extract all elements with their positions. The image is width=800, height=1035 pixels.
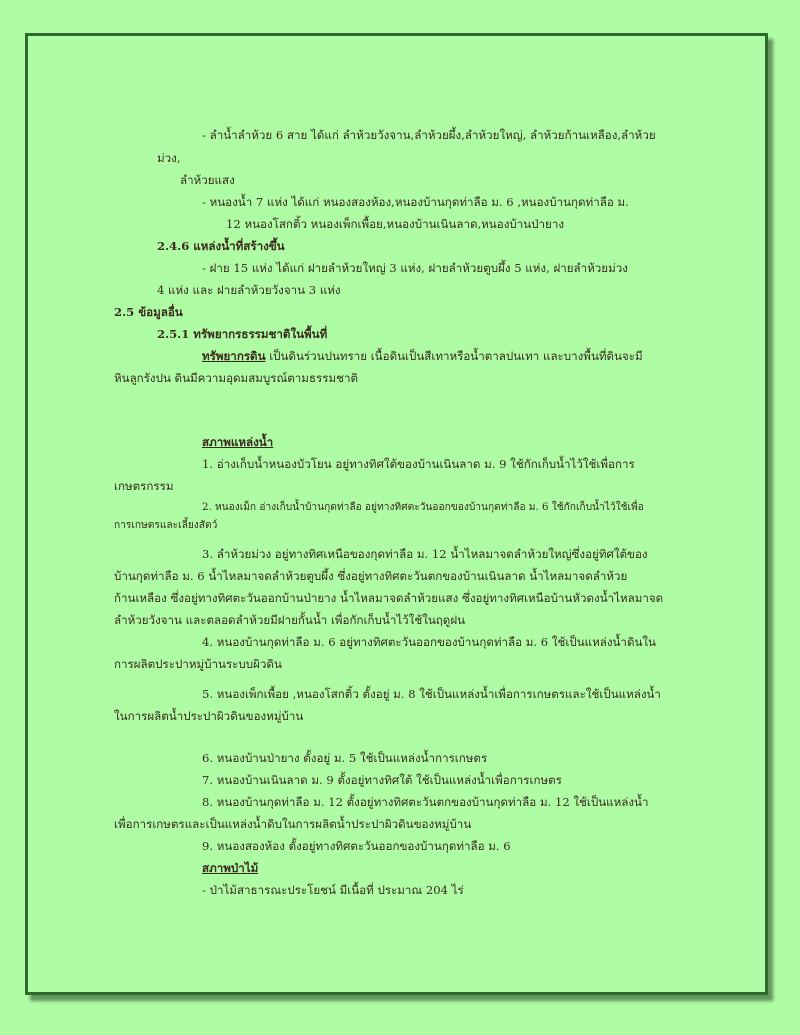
text-line: ลำห้วยวังจาน และตลอดลำห้วยมีฝายกั้นน้ำ เพื่อกักเก็บน้ำไว้ใช้ในฤดูฝน: [114, 613, 466, 627]
subsection-heading: 2.5.1 ทรัพยากรธรรมชาติในพื้นที่: [157, 327, 328, 341]
text-line: หินลูกรังปน ดินมีความอุดมสมบูรณ์ตามธรรมชาติ: [114, 371, 359, 385]
text-line: 2. หนองเม็ก อ่างเก็บน้ำบ้านกุดท่าลือ อยู่ทางทิศตะวันออกของบ้านกุดท่าลือ ม. 6 ใช้กักเก็บน้ำไว้ใช้เพื่อ: [202, 502, 644, 513]
text-line: บ้านกุดท่าลือ ม. 6 น้ำไหลมาจดลำห้วยตูบผึ้ง ซึ่งอยู่ทางทิศตะวันตกของบ้านเนินลาด น้ำไหลมาจดลำห้วย: [114, 569, 628, 583]
paragraph-text: เป็นดินร่วนปนทราย เนื้อดินเป็นสีเทาหรือน้ำตาลปนเทา และบางพื้นที่ดินจะมี: [265, 349, 643, 363]
text-line: 5. หนองเพ็กเพื้อย ,หนองโสกติ้ว ตั้งอยู่ ม. 8 ใช้เป็นแหล่งน้ำเพื่อการเกษตรและใช้เป็นแหล่งน้ำ: [202, 687, 661, 701]
text-line: 3. ลำห้วยม่วง อยู่ทางทิศเหนือของกุดท่าลือ ม. 12 น้ำไหลมาจดลำห้วยใหญ่ซึ่งอยู่ทิศใต้ของ: [202, 547, 648, 561]
topic-heading: สภาพแหล่งน้ำ: [202, 435, 274, 449]
text-line: ในการผลิตน้ำประปาผิวดินของหมู่บ้าน: [114, 709, 304, 723]
text-line: - ฝาย 15 แห่ง ได้แก่ ฝายลำห้วยใหญ่ 3 แห่ง, ฝายลำห้วยตูบผึ้ง 5 แห่ง, ฝายลำห้วยม่วง: [202, 261, 628, 275]
paragraph-line: [202, 348, 643, 364]
text-line: 7. หนองบ้านเนินลาด ม. 9 ตั้งอยู่ทางทิศใต้ ใช้เป็นแหล่งน้ำเพื่อการเกษตร: [202, 773, 562, 787]
text-line: การเกษตรและเลี้ยงสัตว์: [114, 520, 218, 531]
text-line: เพื่อการเกษตรและเป็นแหล่งน้ำดิบในการผลิตน้ำประปาผิวดินของหมู่บ้าน: [114, 817, 472, 831]
text-line: 8. หนองบ้านกุดท่าลือ ม. 12 ตั้งอยู่ทางทิศตะวันตกของบ้านกุดท่าลือ ม. 12 ใช้เป็นแหล่งน้ำ: [202, 795, 649, 809]
text-line: การผลิตประปาหมู่บ้านระบบผิวดิน: [114, 657, 282, 671]
topic-heading: ทรัพยากรดิน: [202, 349, 266, 363]
text-line: - หนองน้ำ 7 แห่ง ได้แก่ หนองสองห้อง,หนองบ้านกุดท่าลือ ม. 6 ,หนองบ้านกุดท่าลือ ม.: [202, 195, 629, 209]
section-heading: 2.4.6 แหล่งน้ำที่สร้างขึ้น: [157, 239, 285, 253]
text-line: 4 แห่ง และ ฝายลำห้วยวังจาน 3 แห่ง: [157, 283, 341, 297]
text-line: 4. หนองบ้านกุดท่าลือ ม. 6 อยู่ทางทิศตะวันออกของบ้านกุดท่าลือ ม. 6 ใช้เป็นแหล่งน้ำดินใน: [202, 635, 656, 649]
topic-heading: สภาพป่าไม้: [202, 861, 259, 875]
text-line: เกษตรกรรม: [114, 479, 174, 493]
text-line: ม่วง,: [157, 151, 181, 165]
text-line: ก้านเหลือง ซึ่งอยู่ทางทิศตะวันออกบ้านป่ายาง น้ำไหลมาจดลำห้วยแสง ซึ่งอยู่ทางทิศเหนือบ้านหัวดงน้ำไหลมาจด: [114, 591, 664, 605]
text-line: ลำห้วยแสง: [180, 173, 235, 187]
text-line: 9. หนองสองห้อง ตั้งอยู่ทางทิศตะวันออกของบ้านกุดท่าลือ ม. 6: [202, 839, 511, 853]
text-line: 12 หนองโสกติ้ว หนองเพ็กเพื้อย,หนองบ้านเนินลาด,หนองบ้านป่ายาง: [226, 217, 564, 231]
text-line: - ป่าไม้สาธารณะประโยชน์ มีเนื้อที่ ประมาณ 204 ไร่: [202, 883, 464, 897]
text-line: 1. อ่างเก็บน้ำหนองบัวโยน อยู่ทางทิศใต้ของบ้านเนินลาด ม. 9 ใช้กักเก็บน้ำไว้ใช้เพื่อการ: [202, 457, 635, 471]
section-heading: 2.5 ข้อมูลอื่น: [114, 305, 183, 319]
text-line: - ลำน้ำลำห้วย 6 สาย ได้แก่ ลำห้วยวังจาน,ลำห้วยผึ้ง,ลำห้วยใหญ่, ลำห้วยก้านเหลือง,ลำห้วย: [202, 128, 656, 142]
text-line: 6. หนองบ้านป่ายาง ตั้งอยู่ ม. 5 ใช้เป็นแหล่งน้ำการเกษตร: [202, 751, 488, 765]
